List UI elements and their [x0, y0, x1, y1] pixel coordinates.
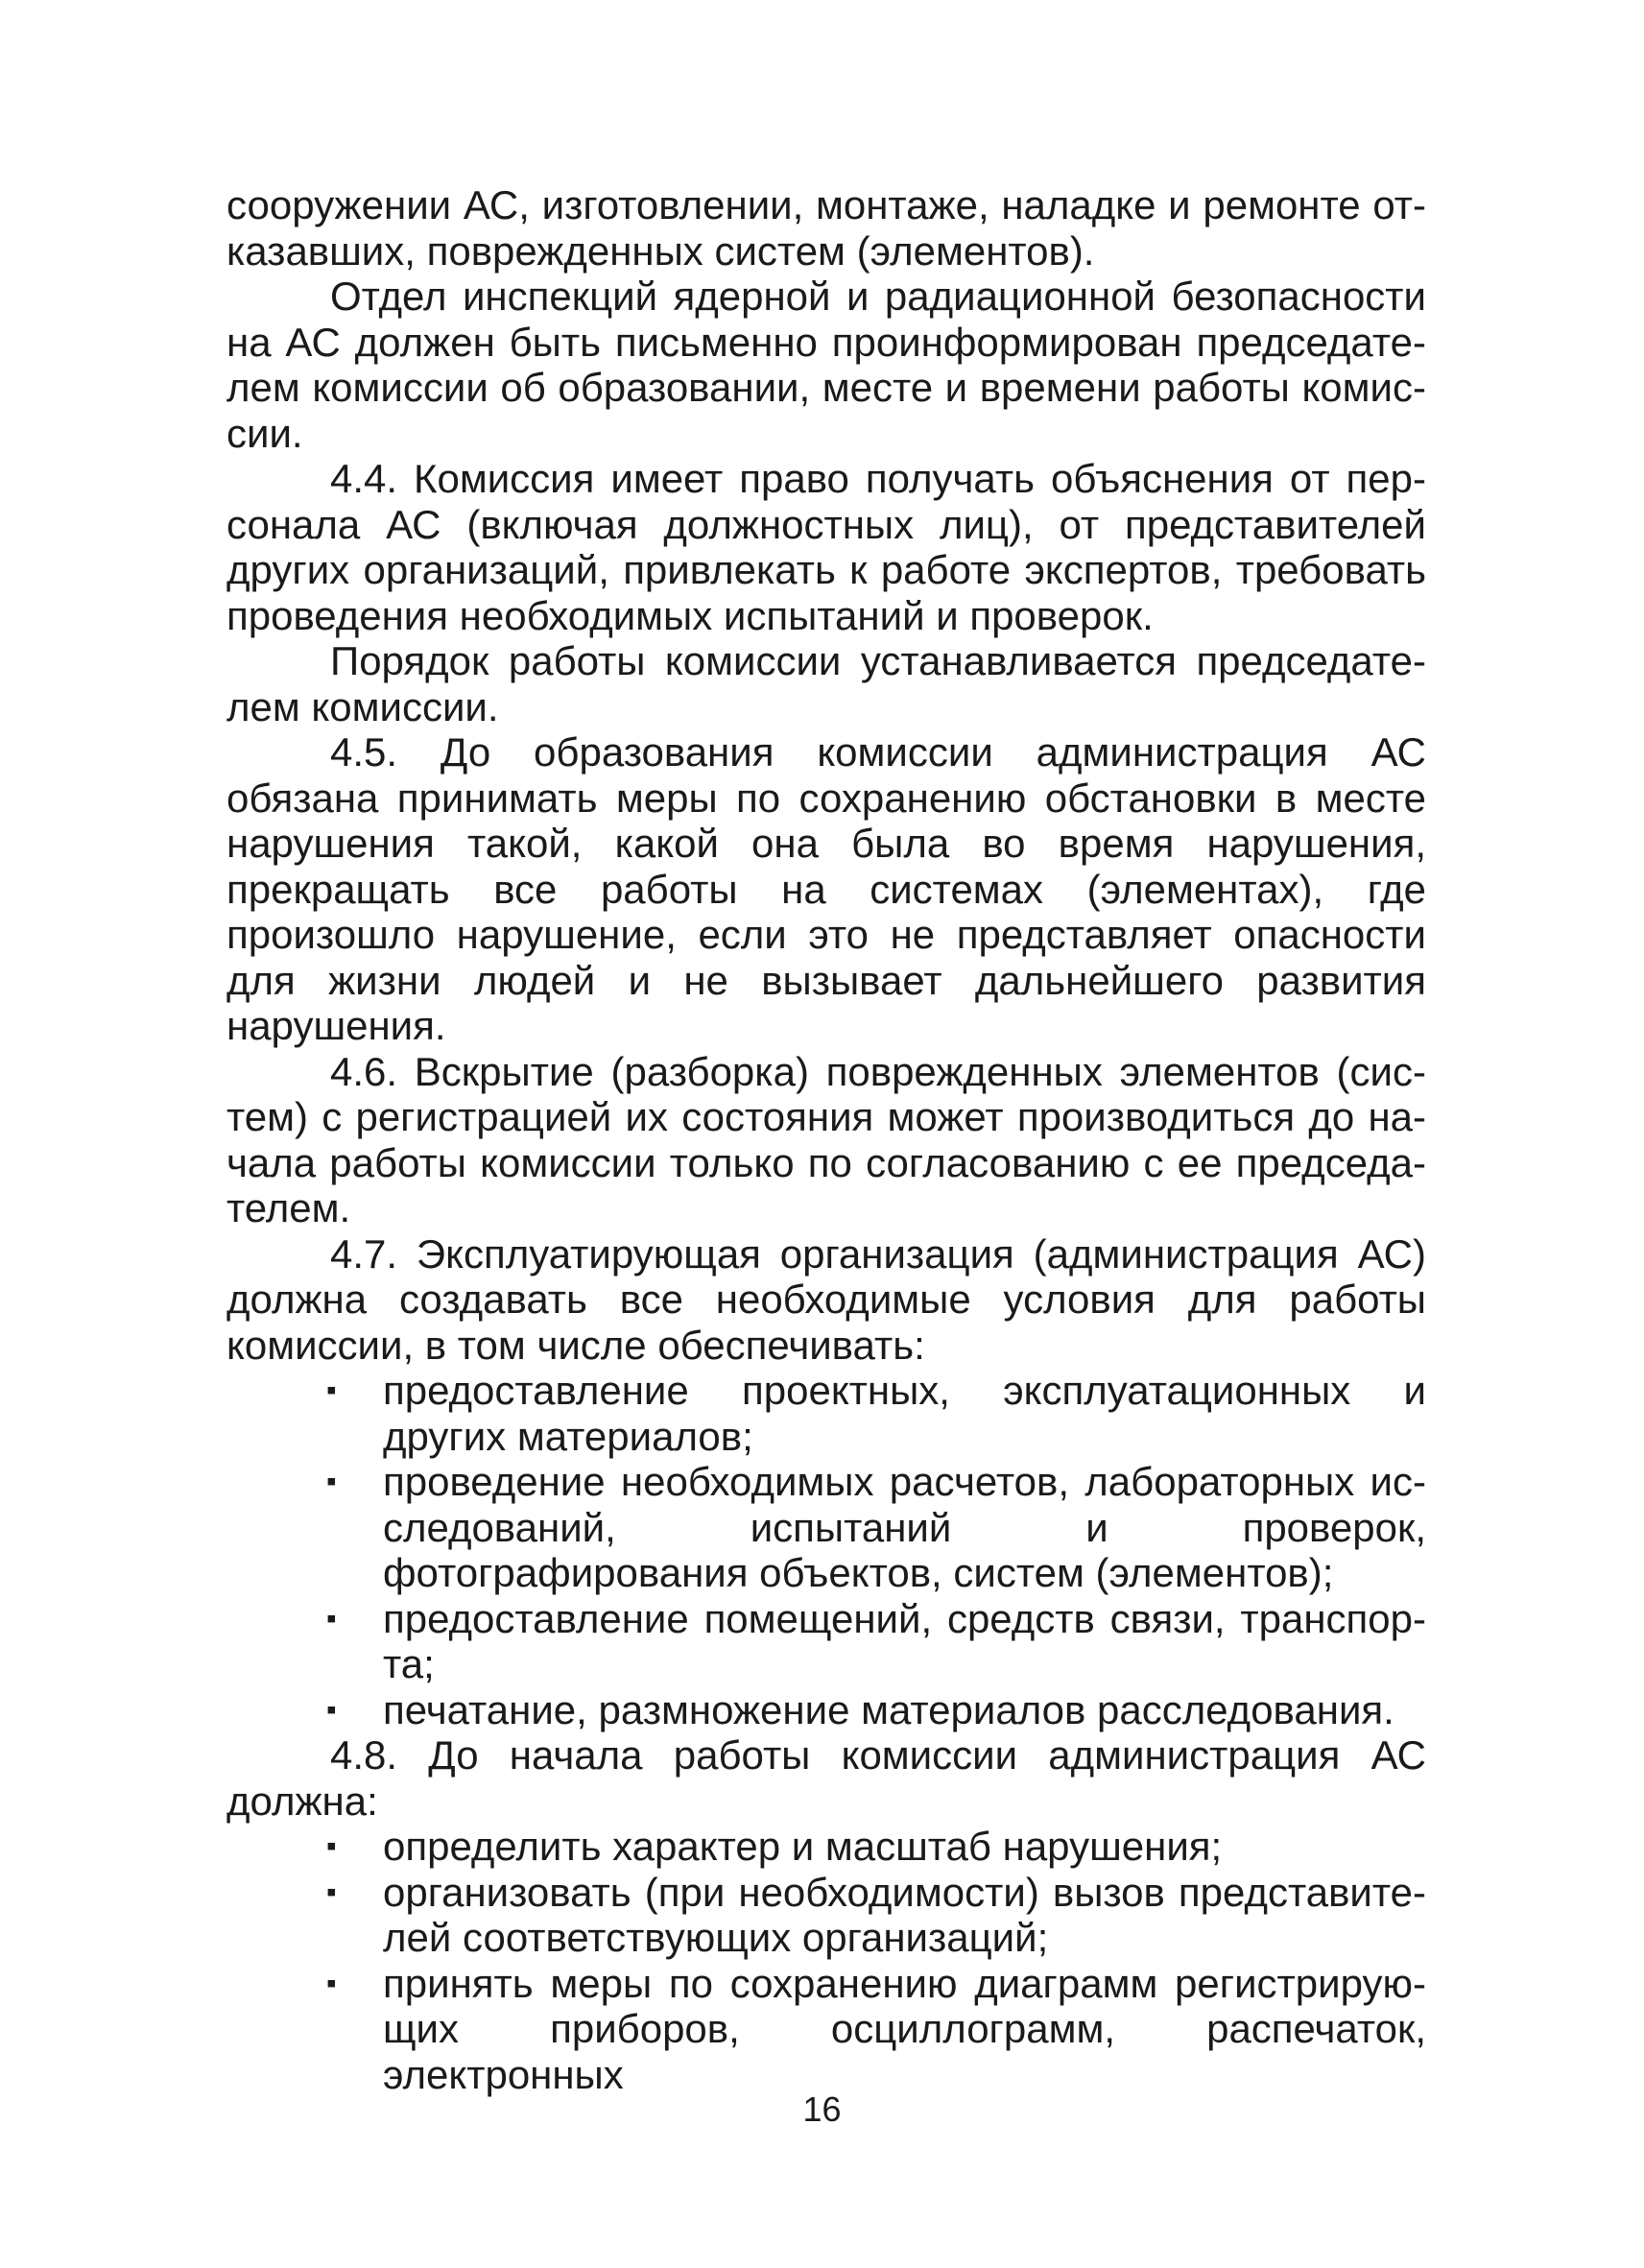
bullet-icon: ▪	[326, 1602, 337, 1635]
list-item	[226, 1687, 1426, 1733]
paragraph-4-4: 4.4. Комиссия имеет право получать объяснения от персонала АС (включая должностных лиц), от представителей других организаций, привлекать к работе экспертов, требовать проведения необходимых испытаний и проверок.	[226, 456, 1426, 638]
paragraph-4-7: 4.7. Эксплуатирующая организация (администрация АС) должна создавать все необходимые условия для работы комиссии, в том числе обеспечивать:	[226, 1230, 1426, 1368]
list-4-7	[226, 1368, 1426, 1732]
bullet-icon: ▪	[326, 1374, 337, 1406]
paragraph-4-8: 4.8. До начала работы комиссии администрация АС должна:	[226, 1732, 1426, 1824]
list-item	[226, 1824, 1426, 1870]
list-item-text: организовать (при необходимости) вызов представителей соответствующих организаций;	[383, 1869, 1426, 1960]
paragraph-continuation: сооружении АС, изготовлении, монтаже, наладке и ремонте отказавших, поврежденных систем (элементов).	[226, 182, 1426, 274]
page-number: 16	[802, 2089, 842, 2129]
list-item-text: печатание, размножение материалов расследования.	[383, 1686, 1394, 1732]
document-page	[226, 182, 1426, 2097]
paragraph-4-5: 4.5. До образования комиссии администрация АС обязана принимать меры по сохранению обстановки в месте нарушения такой, какой она была во время нарушения, прекращать все работы на системах (элементах), где произошло нарушение, если это не представляет опасности для жизни людей и не вызывает дальнейшего развития нарушения.	[226, 729, 1426, 1048]
bullet-icon: ▪	[326, 1693, 337, 1726]
list-item	[226, 1961, 1426, 2098]
paragraph-4-6: 4.6. Вскрытие (разборка) поврежденных элементов (систем) с регистрацией их состояния может производиться до начала работы комиссии только по согласованию с ее председателем.	[226, 1048, 1426, 1230]
list-item	[226, 1368, 1426, 1459]
bullet-icon: ▪	[326, 1466, 337, 1497]
list-item-text: принять меры по сохранению диаграмм регистрирующих приборов, осциллограмм, распечаток, электронных	[383, 1960, 1426, 2097]
list-item-text: предоставление проектных, эксплуатационных и других материалов;	[383, 1368, 1426, 1459]
list-item-text: предоставление помещений, средств связи, транспорта;	[383, 1595, 1426, 1686]
list-4-8	[226, 1824, 1426, 2097]
list-item	[226, 1459, 1426, 1596]
paragraph-inspection-notice: Отдел инспекций ядерной и радиационной безопасности на АС должен быть письменно проинформирован председателем комиссии об образовании, месте и времени работы комиссии.	[226, 274, 1426, 456]
paragraph-work-order: Порядок работы комиссии устанавливается председателем комиссии.	[226, 638, 1426, 729]
list-item-text: определить характер и масштаб нарушения;	[383, 1824, 1223, 1869]
bullet-icon: ▪	[326, 1830, 337, 1862]
list-item-text: проведение необходимых расчетов, лабораторных исследований, испытаний и проверок, фотографирования объектов, систем (элементов);	[383, 1459, 1426, 1595]
bullet-icon: ▪	[326, 1967, 337, 1999]
list-item	[226, 1870, 1426, 1961]
list-item	[226, 1596, 1426, 1687]
bullet-icon: ▪	[326, 1875, 337, 1908]
